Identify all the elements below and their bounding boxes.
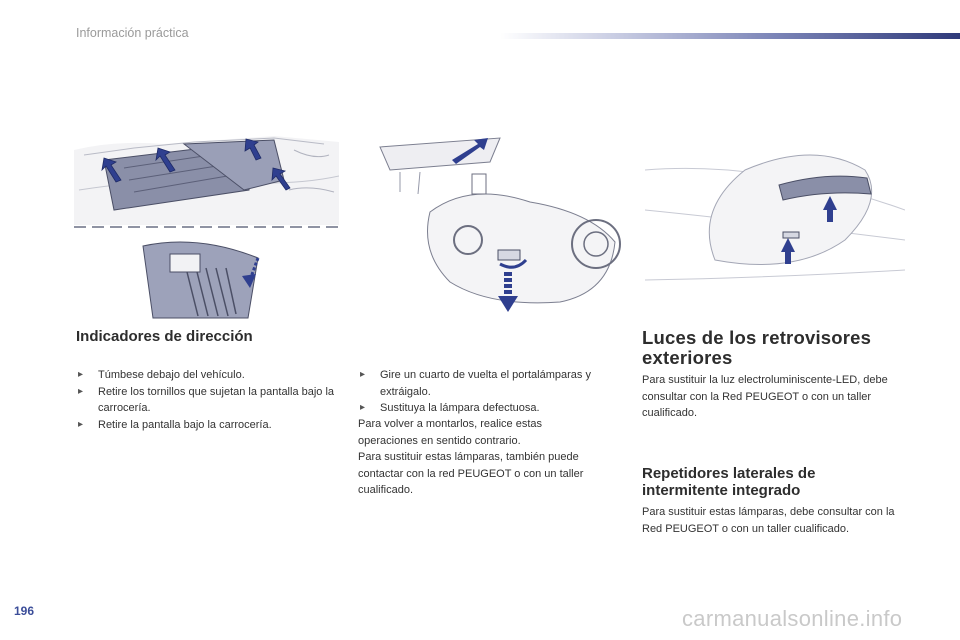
page-number: 196 bbox=[14, 604, 35, 618]
list-item: ▸ Gire un cuarto de vuelta el portalámparas y extráigalo. bbox=[360, 369, 591, 398]
middle-bullet-list bbox=[358, 367, 626, 417]
left-bullet-list bbox=[76, 367, 336, 433]
section-title-mirror-lights: Luces de los retrovisores exteriores bbox=[642, 327, 872, 368]
list-item: ▸ Túmbese debajo del vehículo. bbox=[76, 367, 336, 384]
section-title-turn-indicators: Indicadores de dirección bbox=[76, 328, 253, 345]
bullet-icon: ▸ bbox=[78, 418, 84, 430]
page-header-title: Información práctica bbox=[76, 26, 189, 40]
bullet-icon: ▸ bbox=[78, 385, 84, 397]
service-note-text: Para sustituir estas lámparas, también puede contactar con la red PEUGEOT o con un taller cualificado. bbox=[358, 451, 584, 496]
side-repeaters-text: Para sustituir estas lámparas, debe consultar con la Red PEUGEOT o con un taller cualificado. bbox=[642, 506, 895, 535]
section-title-side-repeaters: Repetidores laterales de intermitente integrado bbox=[642, 465, 816, 499]
list-item: ▸ Retire los tornillos que sujetan la pantalla bajo la carrocería. bbox=[78, 385, 335, 414]
bulb-holder-illustration bbox=[360, 132, 622, 317]
list-item: ▸ Retire la pantalla bajo la carrocería. bbox=[76, 417, 336, 434]
watermark: carmanualsonline.info bbox=[682, 606, 903, 631]
reassembly-text: Para volver a montarlos, realice estas operaciones en sentido contrario. bbox=[358, 418, 543, 447]
mirror-lights-text: Para sustituir la luz electroluminiscente-LED, debe consultar con la Red PEUGEOT o con un taller cualificado. bbox=[642, 374, 888, 419]
bullet-icon: ▸ bbox=[78, 369, 84, 380]
bullet-icon: ▸ bbox=[360, 402, 366, 413]
underbody-screen-illustration bbox=[74, 130, 339, 230]
mirror-illustration bbox=[645, 150, 905, 300]
list-item: ▸ Sustituya la lámpara defectuosa. bbox=[358, 400, 626, 417]
header-gradient-bar bbox=[500, 33, 960, 39]
screen-detail-illustration bbox=[138, 238, 273, 320]
bullet-icon: ▸ bbox=[360, 369, 366, 380]
